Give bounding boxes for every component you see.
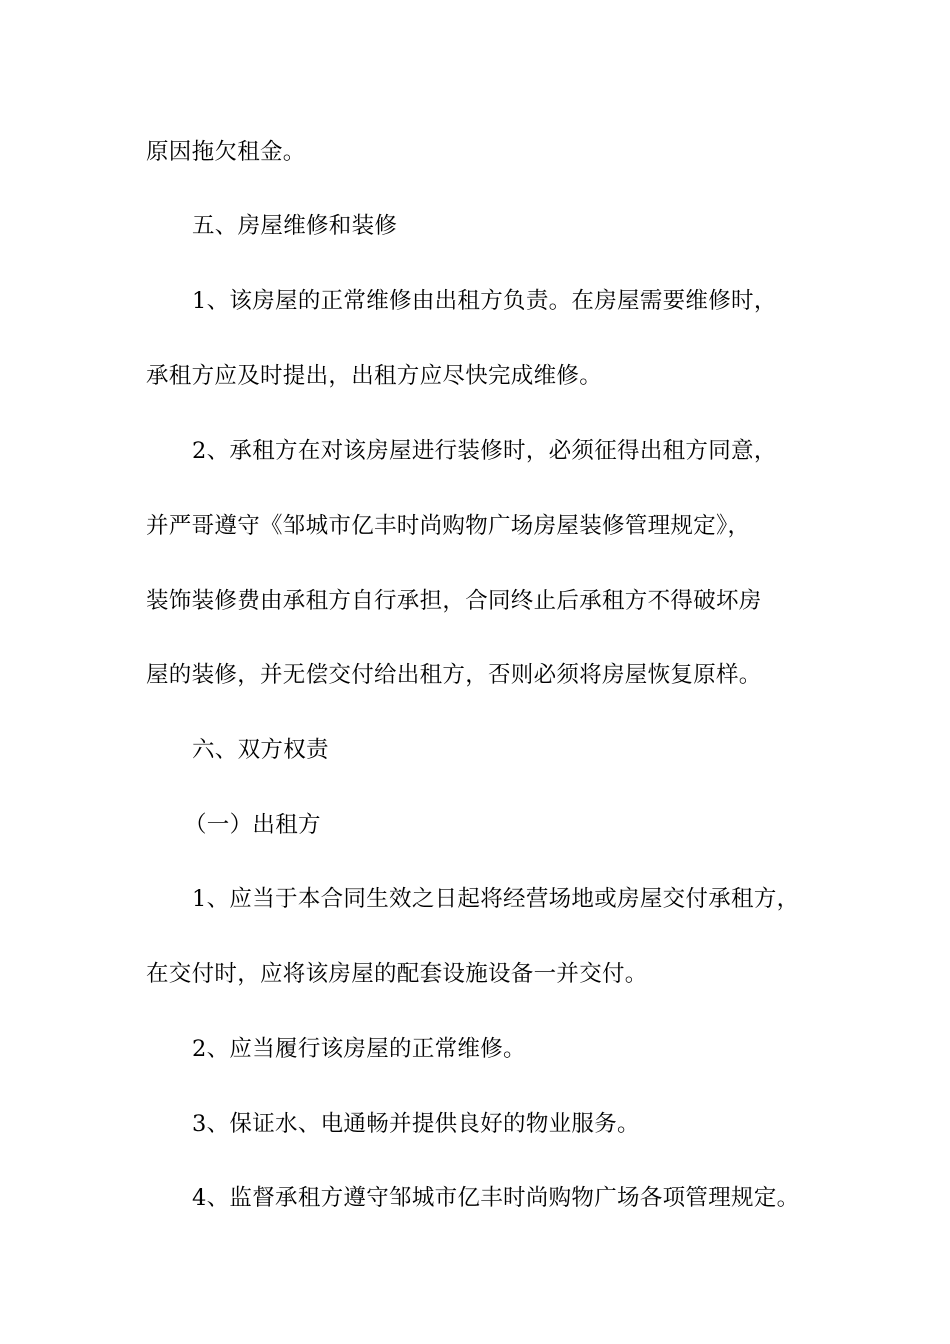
paragraph-line: 4、监督承租方遵守邹城市亿丰时尚购物广场各项管理规定。 (192, 1185, 800, 1211)
paragraph-line: 3、保证水、电通畅并提供良好的物业服务。 (192, 1111, 640, 1137)
subsection-heading: （一）出租方 (184, 812, 321, 838)
paragraph-line: 2、应当履行该房屋的正常维修。 (192, 1036, 526, 1062)
paragraph-line: 1、该房屋的正常维修由出租方负责。在房屋需要维修时， (192, 288, 777, 314)
paragraph-line: 并严哥遵守《邹城市亿丰时尚购物广场房屋装修管理规定》， (146, 513, 751, 539)
paragraph-line: 屋的装修，并无偿交付给出租方，否则必须将房屋恢复原样。 (146, 662, 762, 688)
paragraph-line: 1、应当于本合同生效之日起将经营场地或房屋交付承租方， (192, 886, 800, 912)
section-heading: 六、双方权责 (192, 737, 329, 763)
paragraph-line: 2、承租方在对该房屋进行装修时，必须征得出租方同意， (192, 438, 777, 464)
paragraph-line: 原因拖欠租金。 (146, 139, 306, 165)
paragraph-line: 承租方应及时提出，出租方应尽快完成维修。 (146, 363, 603, 389)
paragraph-line: 装饰装修费由承租方自行承担，合同终止后承租方不得破坏房 (146, 588, 762, 614)
section-heading: 五、房屋维修和装修 (192, 213, 398, 239)
paragraph-line: 在交付时，应将该房屋的配套设施设备一并交付。 (146, 961, 648, 987)
